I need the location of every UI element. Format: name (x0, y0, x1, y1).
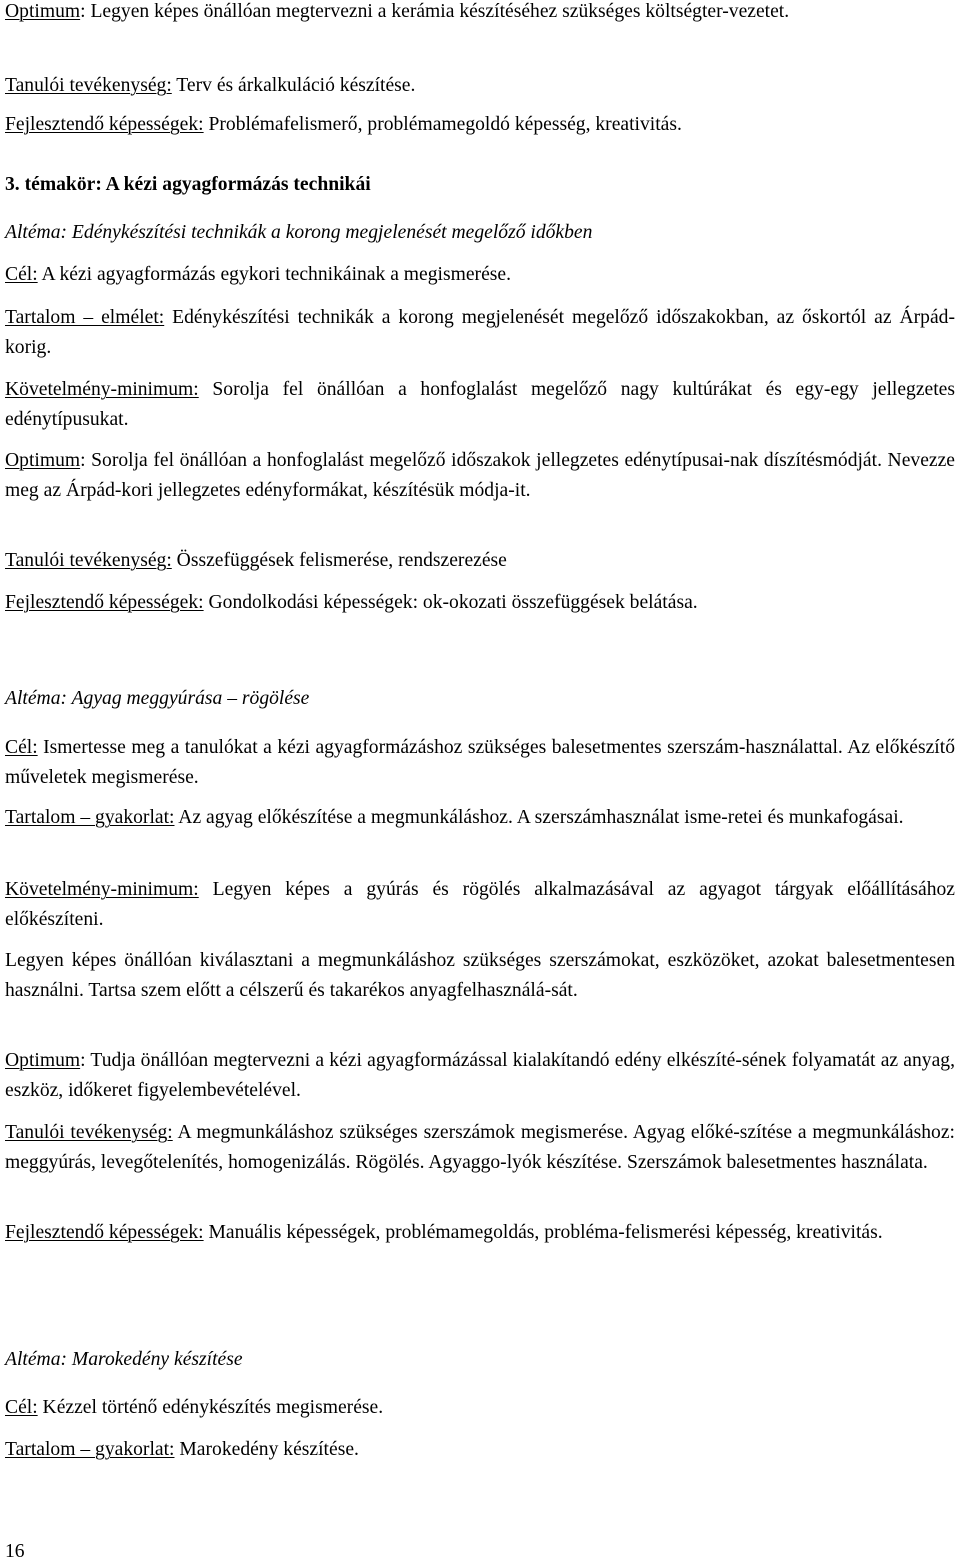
optimum-label: Optimum (5, 450, 81, 471)
activity-label: Tanulói tevékenység: (5, 550, 172, 571)
skills-text: Problémafelismerő, problémamegoldó képesség, kreativitás. (203, 114, 682, 135)
optimum-paragraph (5, 446, 955, 506)
goal-label: Cél: (5, 264, 38, 285)
content-paragraph (5, 303, 955, 363)
activity-text: Összefüggések felismerése, rendszerezése (171, 550, 507, 571)
requirements-paragraph: Legyen képes önállóan kiválasztani a megmunkáláshoz szükséges szerszámokat, eszközöket, azokat balesetmentesen használni. Tartsa szem előtt a célszerű és takarékos anyagfelhasználá-sát. (5, 950, 955, 1001)
skills-label: Fejlesztendő képességek: (5, 114, 204, 135)
content-text: Az agyag előkészítése a megmunkáláshoz. A szerszámhasználat isme-retei és munkafogásai. (174, 807, 904, 828)
goal-paragraph (5, 733, 955, 793)
goal-text: Kézzel történő edénykészítés megismerése. (37, 1397, 384, 1418)
activity-text: A megmunkáláshoz szükséges szerszámok megismerése. Agyag előké-szítése a megmunkáláshoz: meggyúrás, levegőtelenítés, homogenizálás. Rögölés. Agyaggo-lyók készítése. Szerszámok balesetmentes használata. (5, 1122, 955, 1173)
subtopic-title: Altéma: Marokedény készítése (5, 1349, 243, 1370)
skills-label: Fejlesztendő képességek: (5, 1222, 204, 1243)
minimum-label: Követelmény-minimum: (5, 879, 199, 900)
optimum-label: Optimum (5, 1, 81, 22)
page-number: 16 (5, 1541, 25, 1562)
optimum-text: : Tudja önállóan megtervezni a kézi agyagformázással kialakítandó edény elkészíté-sének folyamatát az anyag, eszköz, időkeret figyelembevételével. (5, 1050, 955, 1101)
goal-label: Cél: (5, 1397, 38, 1418)
activity-paragraph (5, 546, 955, 576)
content-text: Marokedény készítése. (174, 1439, 359, 1460)
minimum-paragraph (5, 875, 955, 935)
subtopic-title: Altéma: Agyag meggyúrása – rögölése (5, 688, 310, 709)
content-label: Tartalom – gyakorlat: (5, 1439, 175, 1460)
activity-label: Tanulói tevékenység: (5, 1122, 173, 1143)
skills-paragraph (5, 1218, 955, 1248)
skills-paragraph (5, 110, 955, 140)
goal-text: Ismertesse meg a tanulókat a kézi agyagformázáshoz szükséges balesetmentes szerszám-használattal. Az előkészítő műveletek megismerése. (5, 737, 955, 788)
goal-paragraph (5, 1393, 955, 1423)
optimum-text: : Legyen képes önállóan megtervezni a kerámia készítéséhez szükséges költségter-vezetet. (80, 1, 790, 22)
minimum-paragraph (5, 375, 955, 435)
minimum-label: Követelmény-minimum: (5, 379, 199, 400)
content-paragraph (5, 1435, 955, 1465)
skills-text: Manuális képességek, problémamegoldás, probléma-felismerési képesség, kreativitás. (203, 1222, 883, 1243)
skills-label: Fejlesztendő képességek: (5, 592, 204, 613)
subtopic-title: Altéma: Edénykészítési technikák a korong megjelenését megelőző időkben (5, 222, 593, 243)
goal-label: Cél: (5, 737, 38, 758)
activity-paragraph (5, 1118, 955, 1178)
content-label: Tartalom – elmélet: (5, 307, 165, 328)
goal-text: A kézi agyagformázás egykori technikáinak a megismerése. (37, 264, 511, 285)
minimum-text: Sorolja fel önállóan a honfoglalást megelőző nagy kultúrákat és egy-egy jellegzetes edénytípusukat. (5, 379, 955, 430)
content-text: Edénykészítési technikák a korong megjelenését megelőző időszakokban, az őskortól az Árpád-korig. (5, 307, 955, 358)
goal-paragraph (5, 260, 955, 290)
activity-paragraph (5, 71, 955, 101)
minimum-text: Legyen képes a gyúrás és rögölés alkalmazásával az agyagot tárgyak előállításához előkészíteni. (5, 879, 955, 930)
skills-paragraph (5, 588, 955, 618)
skills-text: Gondolkodási képességek: ok-okozati összefüggések belátása. (203, 592, 698, 613)
optimum-text: : Sorolja fel önállóan a honfoglalást megelőző időszakok jellegzetes edénytípusai-nak díszítésmódját. Nevezze meg az Árpád-kori jellegzetes edényformákat, készítésük módja-it. (5, 450, 955, 501)
content-paragraph (5, 803, 955, 833)
optimum-label: Optimum (5, 1050, 81, 1071)
content-label: Tartalom – gyakorlat: (5, 807, 175, 828)
optimum-paragraph (5, 1046, 955, 1106)
activity-label: Tanulói tevékenység: (5, 75, 172, 96)
section-heading: 3. témakör: A kézi agyagformázás technikái (5, 174, 371, 195)
activity-text: Terv és árkalkuláció készítése. (171, 75, 416, 96)
optimum-paragraph (5, 0, 955, 27)
